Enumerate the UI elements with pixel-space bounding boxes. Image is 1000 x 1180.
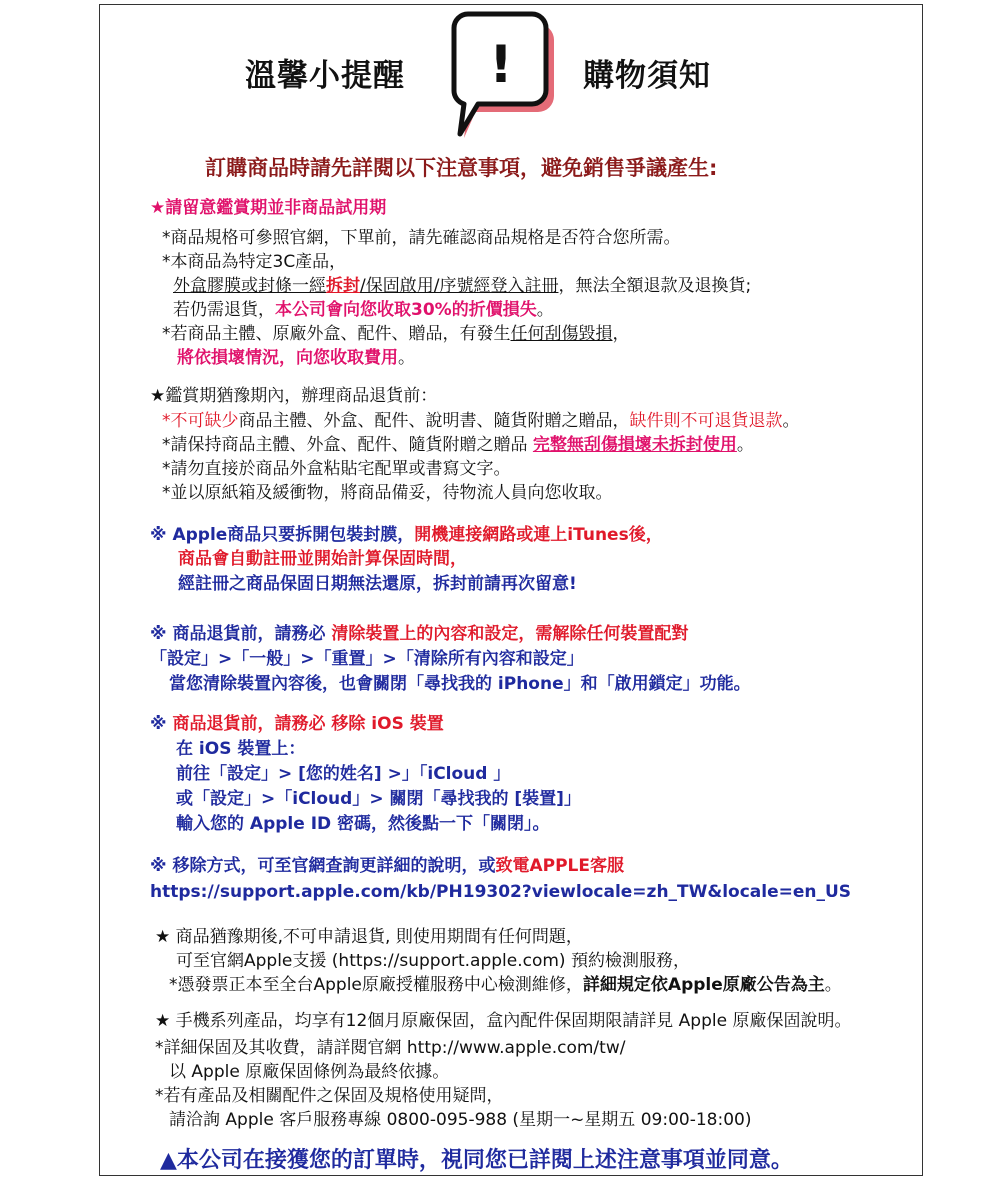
must-include-text: *不可缺少 xyxy=(162,411,239,431)
damage-prefix: *若商品主體、原廠外盒、配件、贈品，有發生 xyxy=(162,324,511,344)
keep-items-text: *請保持商品主體、外盒、配件、隨貨附贈之贈品 xyxy=(162,435,533,455)
section1-line3 xyxy=(173,278,751,295)
missing-no-refund-text: 缺件則不可退貨退款 xyxy=(629,411,783,431)
invoice-text: *憑發票正本至全台Apple原廠授權服務中心檢測維修， xyxy=(169,975,583,995)
section4-line1 xyxy=(150,626,688,643)
return-prefix: 若仍需退貨， xyxy=(173,300,275,320)
header-right-title: 購物須知 xyxy=(583,58,711,94)
section2-line4: *並以原紙箱及緩衝物，將商品備妥，待物流人員向您收取。 xyxy=(162,483,613,503)
exclamation-mark: ! xyxy=(489,35,513,95)
section4-line2: 「設定」>「一般」>「重置」>「清除所有內容和設定」 xyxy=(150,649,584,669)
no-refund-text: ，無法全額退款及退換貨; xyxy=(558,276,752,296)
section2-heading: ★鑑賞期猶豫期內，辦理商品退貨前： xyxy=(150,386,438,406)
items-list: 商品主體、外盒、配件、說明書、隨貨附贈之贈品， xyxy=(238,411,630,431)
section1-line6 xyxy=(177,350,415,367)
footer-agreement-text: ▲本公司在接獲您的訂單時，視同您已詳閱上述注意事項並同意。 xyxy=(160,1148,793,1173)
apple-seal-text: ※ Apple商品只要拆開包裝封膜， xyxy=(150,525,415,545)
removal-method-text: ※ 移除方式，可至官網查詢更詳細的說明，或 xyxy=(150,856,496,876)
reference-mark: ※ xyxy=(150,714,173,734)
section8-line1: ★ 手機系列產品，均享有12個月原廠保固，盒內配件保固期限請詳見 Apple 原廠保固說明。 xyxy=(155,1011,852,1031)
section4-line3: 當您清除裝置內容後，也會關閉「尋找我的 iPhone」和「啟用鎖定」功能。 xyxy=(169,674,751,694)
period: 。 xyxy=(536,300,554,320)
section1-heading: ★請留意鑑賞期並非商品試用期 xyxy=(150,198,387,218)
section1-line1: *商品規格可參照官網，下單前，請先確認商品規格是否符合您所需。 xyxy=(162,228,681,248)
section3-line1 xyxy=(150,527,663,544)
section7-line2: 可至官網Apple支援 (https://support.apple.com) 預約檢測服務， xyxy=(176,951,690,971)
call-apple-text: 致電APPLE客服 xyxy=(495,856,624,876)
section3-line2: 商品會自動註冊並開始計算保固時間， xyxy=(178,549,467,569)
period: 。 xyxy=(782,411,800,431)
section7-line3 xyxy=(169,977,842,994)
section8-line4: *若有產品及相關配件之保固及規格使用疑問， xyxy=(155,1086,504,1106)
period: 。 xyxy=(736,435,754,455)
support-url-link[interactable]: https://support.apple.com/kb/PH19302?viewlocale=zh_TW&locale=en_US xyxy=(150,882,852,902)
section8-line5: 請洽詢 Apple 客戶服務專線 0800-095-988 (星期一~星期五 09:00-18:00) xyxy=(169,1110,752,1130)
section8-line2: *詳細保固及其收費，請詳閱官網 http://www.apple.com/tw/ xyxy=(155,1038,626,1058)
network-itunes-text: 開機連接網路或連上iTunes後， xyxy=(414,525,663,545)
section2-line2 xyxy=(162,437,754,454)
section5-line2: 在 iOS 裝置上： xyxy=(176,739,306,759)
before-return-text: ※ 商品退貨前，請務必 xyxy=(150,624,332,644)
seal-warning-text: 外盒膠膜或封條一經 xyxy=(173,276,326,296)
section2-line3: *請勿直接於商品外盒粘貼宅配單或書寫文字。 xyxy=(162,459,511,479)
section5-line1 xyxy=(150,716,444,733)
section6-line1 xyxy=(150,858,624,875)
section8-line3: 以 Apple 原廠保固條例為最終依據。 xyxy=(169,1062,450,1082)
erase-content-text: 清除裝置上的內容和設定，需解除任何裝置配對 xyxy=(331,624,689,644)
section1-line2: *本商品為特定3C產品， xyxy=(162,252,347,272)
remove-ios-text: 移除 iOS 裝置 xyxy=(331,714,444,734)
before-return-text: 商品退貨前，請務必 xyxy=(172,714,332,734)
damage-fee-text: 將依損壞情況，向您收取費用 xyxy=(177,348,398,368)
apple-rules-text: 詳細規定依Apple原廠公告為主 xyxy=(582,975,825,995)
intro-text: 訂購商品時請先詳閱以下注意事項，避免銷售爭議產生: xyxy=(205,156,718,180)
section1-line4 xyxy=(173,302,554,319)
unseal-text: 拆封 xyxy=(326,276,360,296)
section7-line1: ★ 商品猶豫期後,不可申請退貨, 則使用期間有任何問題， xyxy=(155,927,583,947)
period: 。 xyxy=(824,975,842,995)
section2-line1 xyxy=(162,413,800,430)
damage-text: 任何刮傷毀損 xyxy=(510,324,613,344)
section5-line3: 前往「設定」> [您的姓名] >」「iCloud 」 xyxy=(176,764,511,784)
period: 。 xyxy=(398,348,415,368)
section1-line5 xyxy=(162,326,630,343)
section5-line5: 輸入您的 Apple ID 密碼，然後點一下「關閉」。 xyxy=(176,814,550,834)
header-left-title: 溫馨小提醒 xyxy=(245,58,405,94)
section5-line4: 或「設定」>「iCloud」> 關閉「尋找我的 [裝置]」 xyxy=(176,789,581,809)
comma: ， xyxy=(612,324,630,344)
speech-bubble-exclamation-icon xyxy=(448,6,558,140)
discount-loss-text: 本公司會向您收取30%的折價損失 xyxy=(275,300,537,320)
warranty-register-text: /保固啟用/序號經登入註冊 xyxy=(360,276,559,296)
section3-line3: 經註冊之商品保固日期無法還原，拆封前請再次留意! xyxy=(178,574,577,594)
intact-condition-text: 完整無刮傷損壞未拆封使用 xyxy=(532,435,737,455)
